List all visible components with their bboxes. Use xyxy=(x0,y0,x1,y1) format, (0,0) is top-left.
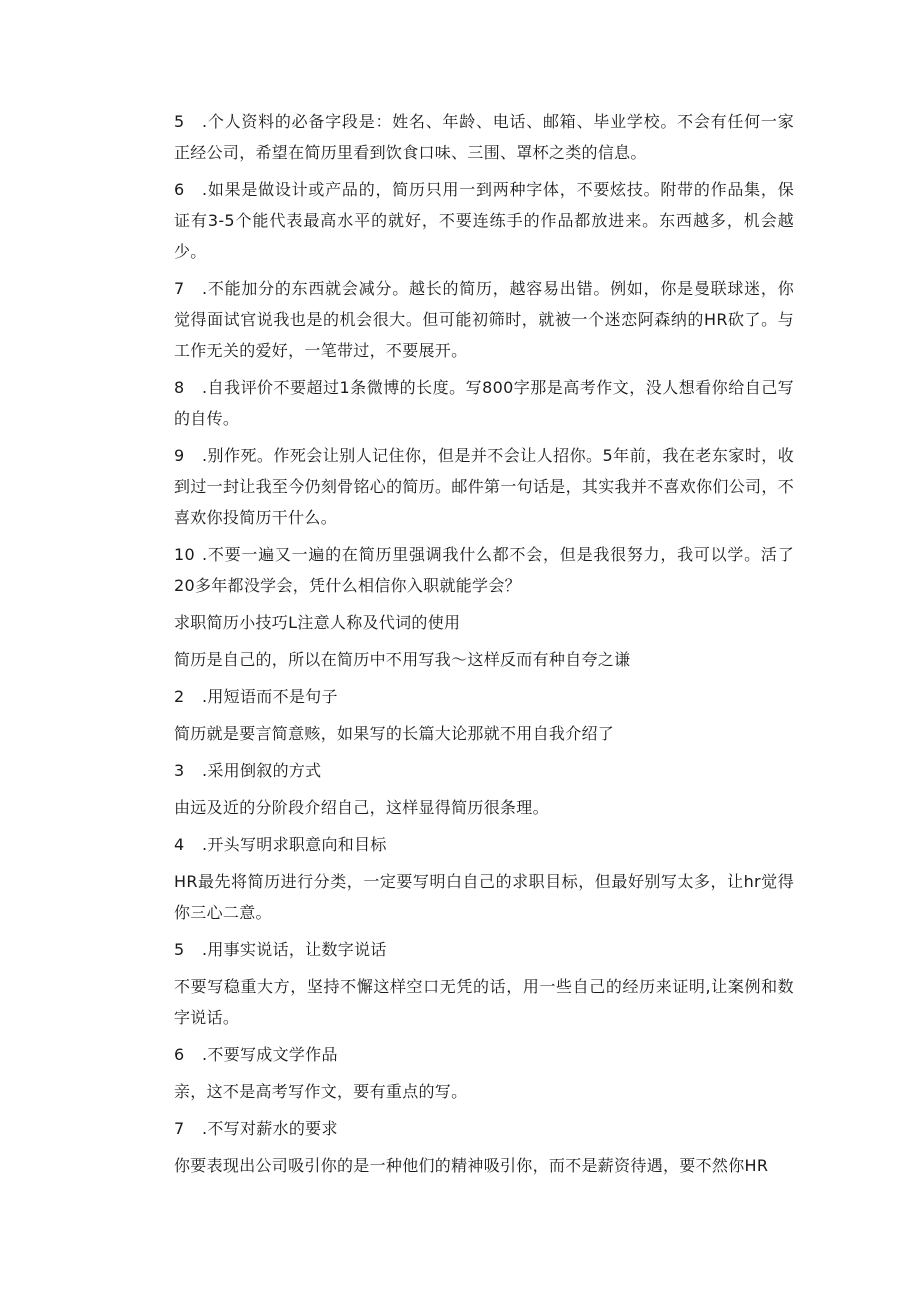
paragraph-text: .个人资料的必备字段是：姓名、年龄、电话、邮箱、毕业学校。不会有任何一家正经公司，希望在简历里看到饮食口味、三围、罩杯之类的信息。 xyxy=(174,112,794,162)
item-number: 5 xyxy=(174,940,185,959)
paragraph-5 xyxy=(174,440,794,533)
paragraph-16 xyxy=(174,971,794,1033)
paragraph-text: .用事实说话，让数字说话 xyxy=(202,940,387,959)
paragraph-text: .别作死。作死会让别人记住你，但是并不会让人招你。5年前，我在老东家时，收到过一封让我至今仍刻骨铭心的简历。邮件第一句话是，其实我并不喜欢你们公司，不喜欢你投简历干什么。 xyxy=(174,446,794,527)
paragraph-10 xyxy=(174,718,794,749)
paragraph-text: 由远及近的分阶段介绍自己，这样显得简历很条理。 xyxy=(174,798,549,817)
paragraph-1 xyxy=(174,106,794,168)
paragraph-13 xyxy=(174,829,794,860)
item-number: 2 xyxy=(174,687,185,706)
item-number: 4 xyxy=(174,835,185,854)
paragraph-2 xyxy=(174,174,794,267)
item-number: 7 xyxy=(174,279,185,298)
paragraph-text: .如果是做设计或产品的，简历只用一到两种字体，不要炫技。附带的作品集，保证有3-5个能代表最高水平的就好，不要连练手的作品都放进来。东西越多，机会越少。 xyxy=(174,180,794,261)
section-heading xyxy=(174,607,794,638)
paragraph-4 xyxy=(174,372,794,434)
paragraph-15 xyxy=(174,934,794,965)
paragraph-19 xyxy=(174,1113,794,1144)
item-number: 3 xyxy=(174,761,185,780)
item-number: 6 xyxy=(174,1045,185,1064)
paragraph-17 xyxy=(174,1039,794,1070)
paragraph-text: .采用倒叙的方式 xyxy=(202,761,322,780)
paragraph-18 xyxy=(174,1076,794,1107)
paragraph-12 xyxy=(174,792,794,823)
paragraph-text: .用短语而不是句子 xyxy=(202,687,338,706)
paragraph-text: .不能加分的东西就会减分。越长的简历，越容易出错。例如，你是曼联球迷，你觉得面试官说我也是的机会很大。但可能初筛时，就被一个迷恋阿森纳的HR砍了。与工作无关的爱好，一笔带过，不要展开。 xyxy=(174,279,794,360)
item-number: 7 xyxy=(174,1119,185,1138)
paragraph-9 xyxy=(174,681,794,712)
paragraph-20 xyxy=(174,1150,794,1181)
item-number: 9 xyxy=(174,446,185,465)
paragraph-text: 你要表现出公司吸引你的是一种他们的精神吸引你，而不是薪资待遇，要不然你HR xyxy=(174,1156,769,1175)
item-number: 8 xyxy=(174,378,185,397)
paragraph-text: .不要写成文学作品 xyxy=(202,1045,338,1064)
paragraph-text: .自我评价不要超过1条微博的长度。写800字那是高考作文，没人想看你给自己写的自传。 xyxy=(174,378,794,428)
paragraph-text: 亲，这不是高考写作文，要有重点的写。 xyxy=(174,1082,468,1101)
paragraph-text: 求职简历小技巧L注意人称及代词的使用 xyxy=(174,613,461,632)
paragraph-text: .不要一遍又一遍的在简历里强调我什么都不会，但是我很努力，我可以学。活了20多年都没学会，凭什么相信你入职就能学会？ xyxy=(174,545,794,595)
paragraph-14 xyxy=(174,866,794,928)
item-number: 10 xyxy=(174,545,195,564)
paragraph-text: 不要写稳重大方，坚持不懈这样空口无凭的话，用一些自己的经历来证明,让案例和数字说话。 xyxy=(174,977,794,1027)
paragraph-text: .不写对薪水的要求 xyxy=(202,1119,338,1138)
document-body xyxy=(174,106,794,1187)
paragraph-text: HR最先将简历进行分类，一定要写明白自己的求职目标，但最好别写太多，让hr觉得你三心二意。 xyxy=(174,872,794,922)
paragraph-8 xyxy=(174,644,794,675)
paragraph-text: 简历是自己的，所以在简历中不用写我～这样反而有种自夸之谦 xyxy=(174,650,631,669)
paragraph-6 xyxy=(174,539,794,601)
paragraph-text: 简历就是要言简意赅，如果写的长篇大论那就不用自我介绍了 xyxy=(174,724,615,743)
item-number: 5 xyxy=(174,112,185,131)
item-number: 6 xyxy=(174,180,185,199)
paragraph-text: .开头写明求职意向和目标 xyxy=(202,835,387,854)
paragraph-11 xyxy=(174,755,794,786)
paragraph-3 xyxy=(174,273,794,366)
